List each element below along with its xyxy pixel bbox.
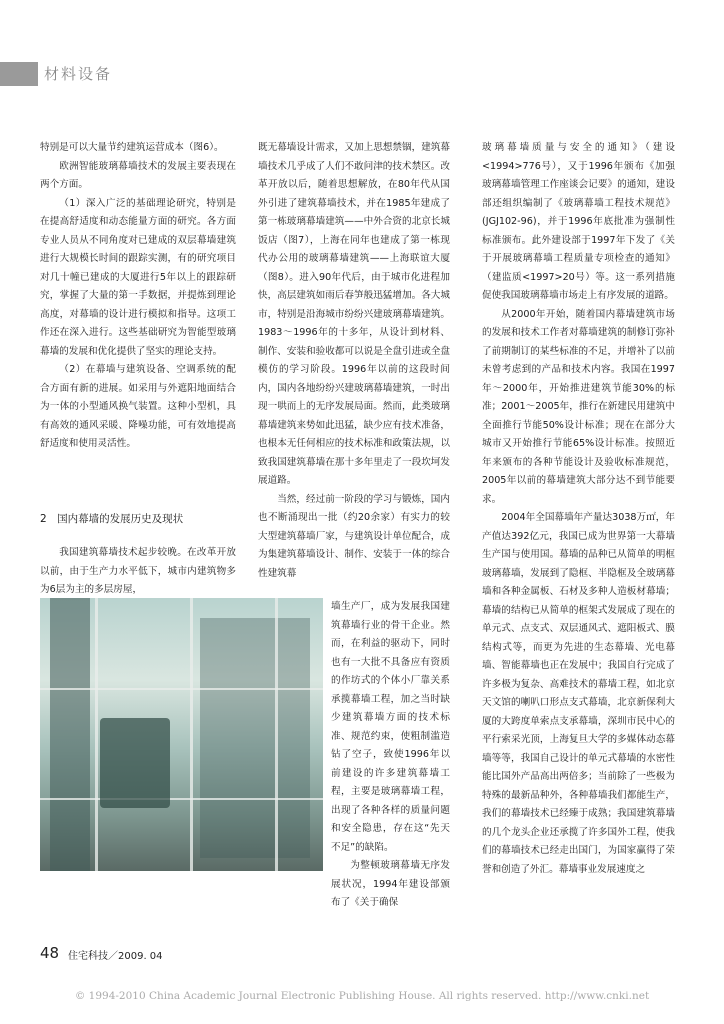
column-1-lower xyxy=(40,544,236,600)
header-gray-block xyxy=(0,62,38,86)
column-3 xyxy=(482,139,675,879)
paragraph: 为整顿玻璃幕墙无序发展状况，1994年建设部颁布了《关于确保 xyxy=(331,860,450,908)
paragraph: 欧洲智能玻璃幕墙技术的发展主要表现在两个方面。 xyxy=(40,160,236,190)
paragraph: 既无幕墙设计需求，又加上思想禁锢，建筑幕墙技术几乎成了人们不敢问津的技术禁区。改革开放以后，随着思想解放，在80年代从国外引进了建筑幕墙技术，并在1985年建成了第一栋玻璃幕墙建筑——中外合资的北京长城饭店（图7），上海在同年也建成了第一栋现代办公用的玻璃幕墙建筑——上海联谊大厦（图8）。进入90年代后，由于城市化进程加快，高层建筑如雨后春笋般迅猛增加。各大城市，特别是沿海城市纷纷兴建玻璃幕墙建筑。1983～1996年的十多年，从设计到材料、制作、安装和验收都可以说是全盘引进或全盘模仿的学习阶段。1996年以前的这段时间内，国内各地纷纷兴建玻璃幕墙建筑，一时出现一哄而上的无序发展局面。然而，此类玻璃幕墙建筑来势如此迅猛，缺少应有技术准备，也根本无任何相应的技术标准和政策法规，以致我国建筑幕墙在那十多年里走了一段坎坷发展道路。 xyxy=(258,142,450,486)
paragraph: 特别是可以大量节约建筑运营成本（图6）。 xyxy=(40,142,224,153)
page-number: 48 xyxy=(40,944,60,962)
paragraph: 当然，经过前一阶段的学习与锻炼，国内也不断涌现出一批（约20余家）有实力的较大型建筑幕墙厂家，与建筑设计单位配合，成为集建筑幕墙设计、制作、安装于一体的综合性建筑幕 xyxy=(258,493,450,579)
section-header xyxy=(0,62,120,86)
column-2-lower xyxy=(331,598,450,913)
paragraph: 玻璃幕墙质量与安全的通知》（建设<1994>776号），又于1996年颁布《加强玻璃幕墙管理工作座谈会记要》的通知，建设部还组织编制了《玻璃幕墙工程技术规范》(JGJ102-96)，并于1996年底批准为强制性标准颁布。此外建设部于1997年下发了《关于开展玻璃幕墙工程质量专项检查的通知》（建监质<1997>20号）等。这一系列措施促使我国玻璃幕墙市场走上有序发展的道路。 xyxy=(482,142,675,301)
paragraph: 墙生产厂，成为发展我国建筑幕墙行业的骨干企业。然而，在利益的驱动下，同时也有一大批不具备应有资质的作坊式的个体小厂靠关系承揽幕墙工程，加之当时缺少建筑幕墙方面的技术标准、规范约束，使粗制滥造钻了空子，致使1996年以前建设的许多建筑幕墙工程，主要是玻璃幕墙工程，出现了各种各样的质量问题和安全隐患，存在这“先天不足”的缺陷。 xyxy=(331,601,450,853)
section-title: 材料设备 xyxy=(44,65,113,83)
section-heading: 2 国内幕墙的发展历史及现状 xyxy=(40,513,184,525)
figure-photo-glass-curtain-wall xyxy=(40,598,323,871)
copyright-notice: © 1994-2010 China Academic Journal Electronic Publishing House. All rights reserved. http://www.cnki.net xyxy=(74,990,650,1002)
paragraph: （2）在幕墙与建筑设备、空调系统的配合方面有新的进展。如采用与外遮阳地面结合为一体的小型通风换气装置。这种小型机，具有高效的通风采暖、降噪功能，可有效地提高舒适度和使用灵活性。 xyxy=(40,364,236,449)
paragraph: 2004年全国幕墙年产量达3038万㎡，年产值达392亿元，我国已成为世界第一大幕墙生产国与使用国。幕墙的品种已从简单的明框玻璃幕墙，发展到了隐框、半隐框及全玻璃幕墙和各种金属板、石材及多种人造板材幕墙；幕墙的结构已从简单的框架式发展成了现在的单元式、点支式、双层通风式、遮阳板式、膜结构式等，而更为先进的生态幕墙、光电幕墙、智能幕墙也正在发展中；我国自行完成了许多极为复杂、高难技术的幕墙工程，如北京天文馆的喇叭口形点支式幕墙，北京新保利大厦的大跨度单索点支承幕墙，深圳市民中心的平行索采光顶，上海复旦大学的多媒体动态幕墙等等，我国自己设计的单元式幕墙的水密性能比国外产品高出两倍多；当前除了一些极为特殊的最新品种外，各种幕墙我们都能生产，我们的幕墙技术已经臻于成熟；我国建筑幕墙的几个龙头企业还承揽了许多国外工程，使我们的幕墙技术已经走出国门，为国家赢得了荣誉和创造了外汇。幕墙事业发展速度之 xyxy=(482,512,675,875)
column-1 xyxy=(40,139,236,454)
paragraph: 从2000年开始，随着国内幕墙建筑市场的发展和技术工作者对幕墙建筑的制修订弥补了前期制订的某些标准的不足，并增补了以前未曾考虑到的产品和技术内容。我国在1997年～2000年，开始推进建筑节能30%的标准；2001～2005年，推行在新建民用建筑中全面推行节能50%设计标准；现在在部分大城市又开始推行节能65%设计标准。按照近年来颁布的各种节能设计及验收标准规范，2005年以前的幕墙建筑大部分达不到节能要求。 xyxy=(482,308,675,505)
publication-info: 住宅科技／2009. 04 xyxy=(68,951,163,962)
column-2 xyxy=(258,139,450,583)
paragraph: （1）深入广泛的基础理论研究，特别是在提高舒适度和动态能量方面的研究。各方面专业人员从不同角度对已建成的双层幕墙建筑进行大规模长时间的跟踪实测，有的研究项目对几十幢已建成的大厦进行5年以上的跟踪研究，掌握了大量的第一手数据，并提炼到理论高度，对幕墙的设计进行模拟和指导。这项工作还在深入进行。这些基础研究为智能型玻璃幕墙的发展和优化提供了坚实的理论支持。 xyxy=(40,197,236,357)
paragraph: 我国建筑幕墙技术起步较晚。在改革开放以前，由于生产力水平低下，城市内建筑物多为6层为主的多层房屋， xyxy=(40,547,236,595)
